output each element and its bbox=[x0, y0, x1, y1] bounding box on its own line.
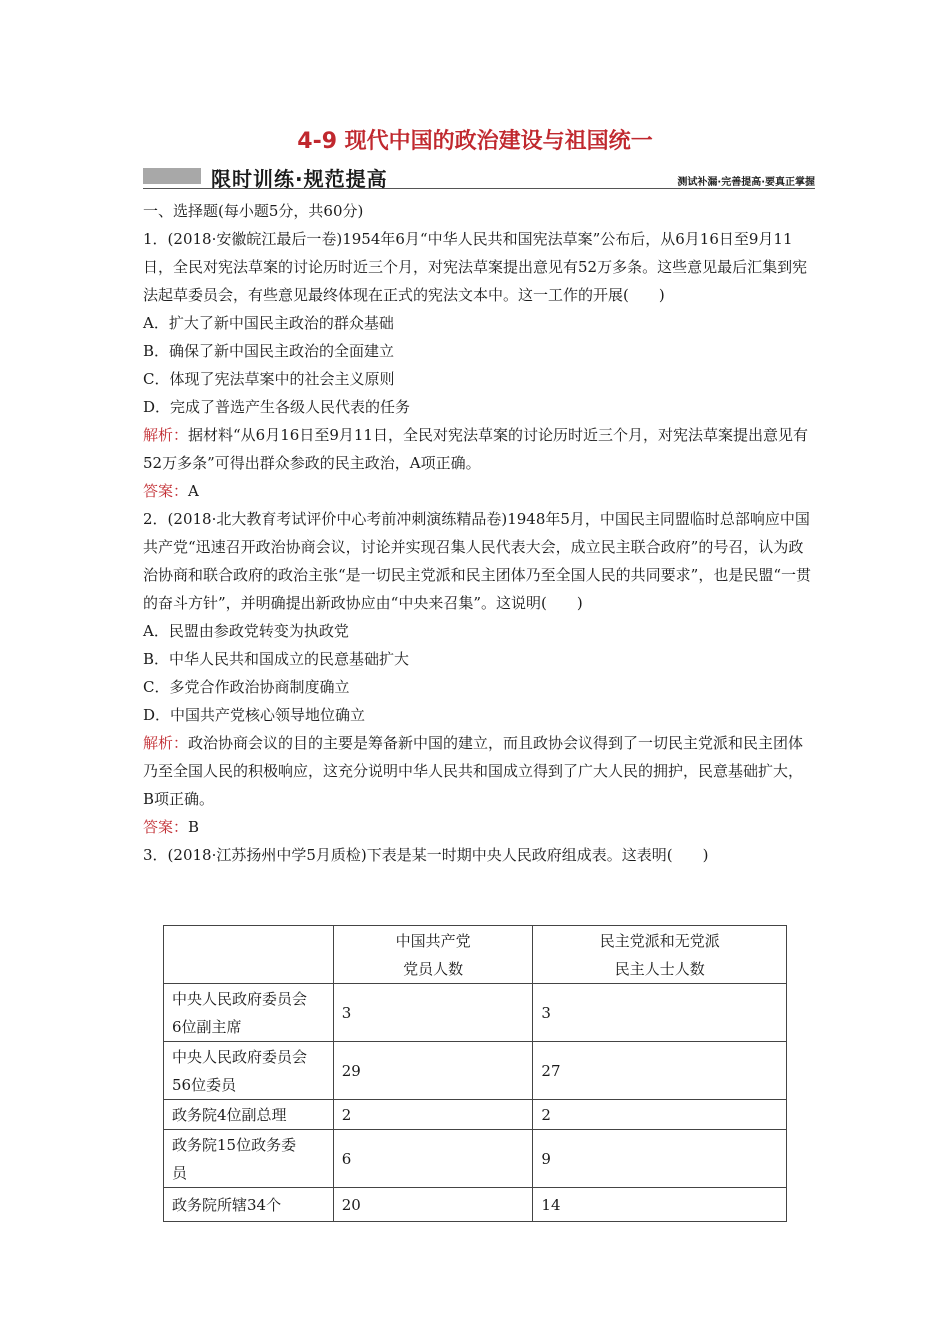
table-cell-cpc: 6 bbox=[333, 1130, 533, 1188]
table-row-label: 中央人民政府委员会 6位副主席 bbox=[164, 984, 334, 1042]
question-1-option-d: D．完成了普选产生各级人民代表的任务 bbox=[143, 398, 411, 416]
table-cell-democratic: 14 bbox=[533, 1188, 787, 1222]
question-2-option-b: B．中华人民共和国成立的民意基础扩大 bbox=[143, 650, 410, 668]
analysis-label: 解析： bbox=[143, 734, 189, 752]
page-title: 4-9 现代中国的政治建设与祖国统一 bbox=[297, 129, 653, 154]
table-header-empty bbox=[164, 926, 334, 984]
banner-gray-bar bbox=[143, 168, 201, 184]
banner-divider bbox=[143, 188, 815, 189]
question-1-analysis bbox=[143, 421, 811, 477]
analysis-text: 据材料“从6月16日至9月11日，全民对宪法草案的讨论历时近三个月，对宪法草案提出意见有52万多条”可得出群众参政的民主政治，A项正确。 bbox=[143, 426, 808, 472]
table-cell-cpc: 29 bbox=[333, 1042, 533, 1100]
table-header-cpc: 中国共产党 党员人数 bbox=[333, 926, 533, 984]
table-cell-democratic: 27 bbox=[533, 1042, 787, 1100]
answer-label: 答案： bbox=[143, 482, 189, 500]
analysis-label: 解析： bbox=[143, 426, 189, 444]
answer-label: 答案： bbox=[143, 818, 189, 836]
government-composition-table bbox=[163, 925, 787, 1222]
table-cell-cpc: 2 bbox=[333, 1100, 533, 1130]
table-row-label: 政务院所辖34个 bbox=[164, 1188, 334, 1222]
question-1-stem: 1．(2018·安徽皖江最后一卷)1954年6月“中华人民共和国宪法草案”公布后，从6月16日至9月11日，全民对宪法草案的讨论历时近三个月，对宪法草案提出意见有52万多条。这些意见最后汇集到宪法起草委员会，有些意见最终体现在正式的宪法文本中。这一工作的开展( ) bbox=[143, 230, 808, 304]
question-2-option-d: D．中国共产党核心领导地位确立 bbox=[143, 706, 366, 724]
question-1-option-b: B．确保了新中国民主政治的全面建立 bbox=[143, 342, 395, 360]
question-1-answer bbox=[143, 477, 811, 505]
question-3-stem: 3．(2018·江苏扬州中学5月质检)下表是某一时期中央人民政府组成表。这表明( ) bbox=[143, 846, 709, 864]
table-row-label: 政务院15位政务委 员 bbox=[164, 1130, 334, 1188]
table-row bbox=[164, 1130, 787, 1188]
question-1-option-c: C．体现了宪法草案中的社会主义原则 bbox=[143, 370, 395, 388]
banner-label: 限时训练·规范提高 bbox=[211, 167, 388, 191]
table-cell-democratic: 9 bbox=[533, 1130, 787, 1188]
question-2-analysis bbox=[143, 729, 811, 813]
table-cell-cpc: 20 bbox=[333, 1188, 533, 1222]
question-2-option-a: A．民盟由参政党转变为执政党 bbox=[143, 622, 349, 640]
question-2-answer bbox=[143, 813, 811, 841]
question-1-option-a: A．扩大了新中国民主政治的群众基础 bbox=[143, 314, 394, 332]
table-row bbox=[164, 1100, 787, 1130]
table-cell-democratic: 2 bbox=[533, 1100, 787, 1130]
table-cell-cpc: 3 bbox=[333, 984, 533, 1042]
table-row-label: 政务院4位副总理 bbox=[164, 1100, 334, 1130]
table-row bbox=[164, 984, 787, 1042]
table-row bbox=[164, 1042, 787, 1100]
banner-subtitle: 测试补漏·完善提高·要真正掌握 bbox=[677, 177, 815, 188]
section-banner bbox=[143, 164, 815, 190]
table-header-democratic-parties: 民主党派和无党派 民主人士人数 bbox=[533, 926, 787, 984]
table-cell-democratic: 3 bbox=[533, 984, 787, 1042]
answer-value: B bbox=[188, 818, 200, 836]
table-row-label: 中央人民政府委员会 56位委员 bbox=[164, 1042, 334, 1100]
question-content bbox=[143, 197, 811, 869]
analysis-text: 政治协商会议的目的主要是筹备新中国的建立，而且政协会议得到了一切民主党派和民主团体乃至全国人民的积极响应，这充分说明中华人民共和国成立得到了广大人民的拥护，民意基础扩大，B项正确。 bbox=[143, 734, 804, 808]
answer-value: A bbox=[188, 482, 199, 500]
section-heading: 一、选择题(每小题5分，共60分) bbox=[143, 202, 364, 220]
table-header-row bbox=[164, 926, 787, 984]
question-2-option-c: C．多党合作政治协商制度确立 bbox=[143, 678, 350, 696]
question-2-stem: 2．(2018·北大教育考试评价中心考前冲刺演练精品卷)1948年5月，中国民主同盟临时总部响应中国共产党“迅速召开政治协商会议，讨论并实现召集人民代表大会，成立民主联合政府”的号召，认为政治协商和联合政府的政治主张“是一切民主党派和民主团体乃至全国人民的共同要求”，也是民盟“一贯的奋斗方针”，并明确提出新政协应由“中央来召集”。这说明( ) bbox=[143, 510, 812, 612]
table-row bbox=[164, 1188, 787, 1222]
